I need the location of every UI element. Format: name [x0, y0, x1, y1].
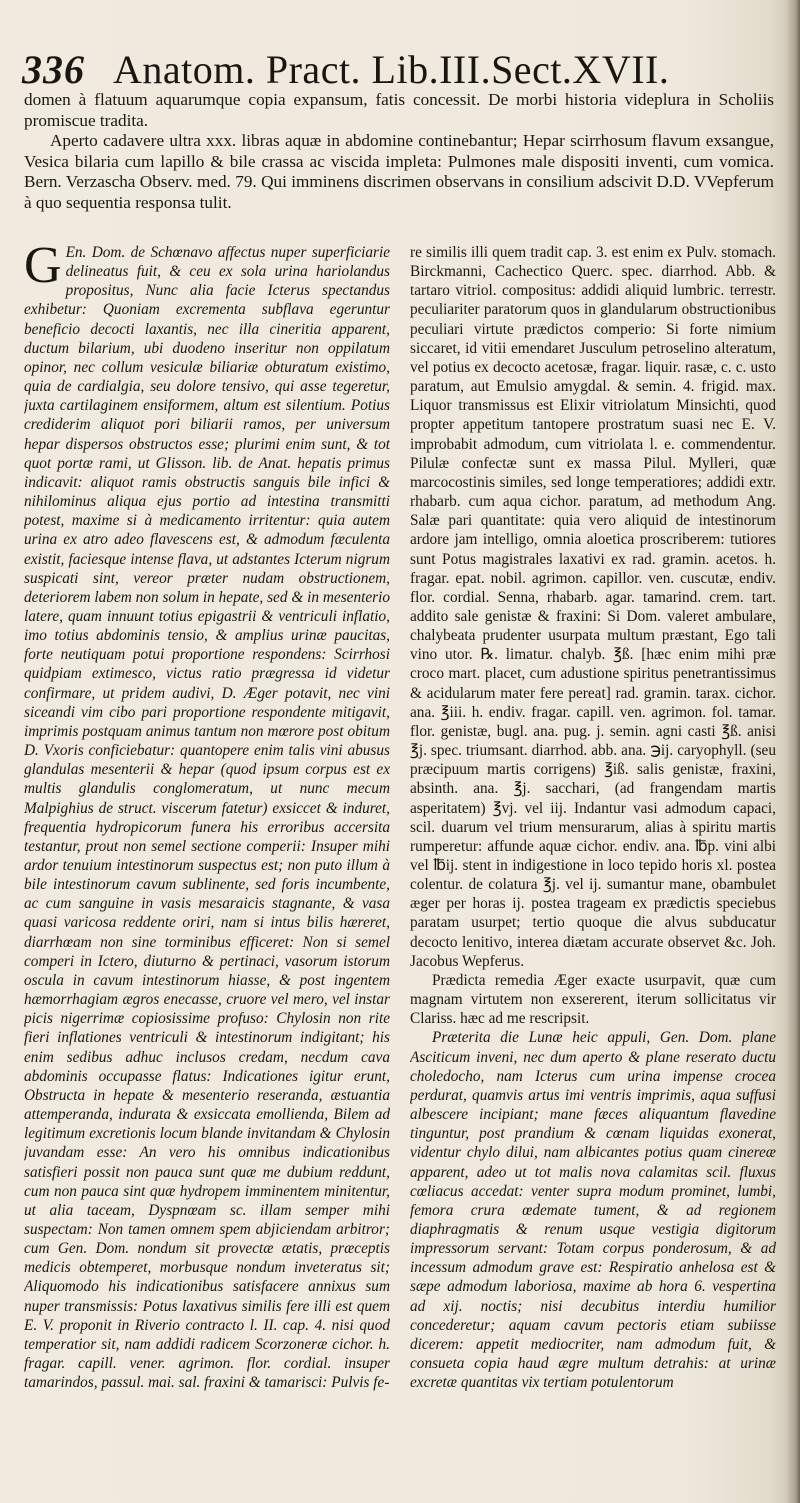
- page-number: 336: [22, 47, 85, 92]
- intro-text: [24, 90, 774, 214]
- right-paragraph-3: Præterita die Lunæ heic appuli, Gen. Dom. plane Asciticum inveni, nec dum aperto & plane reserato ductu choledocho, nam Icterus cum urina impense crocea perdurat, quamvis artus imi ventris imprimis, aqua suffusi albescere incipiant; mane fæces aliquantum flavedine tinguntur, post prandium & cœnam liquidas exonerat, videntur chylo dilui, nam albicantes potius quam cinereæ apparent, adeo ut tot malis nova calamitas scil. fluxus cœliacus accedat: venter supra modum prominet, lumbi, femora crura œdemate tument, & ad regionem diaphragmatis & renum usque vestigia digitorum impressorum servant: Totam corpus ponderosum, & ad incessum admodum grave est: Respiratio anhelosa est & sæpe admodum laboriosa, maxime ab hora 6. vespertina ad xij. noctis; nisi decubitus interdiu humilior concederetur; aquam cavum pectoris etiam subiisse dicerem: appetit mediocriter, nam admodum fuit, & consueta copia haud ægre multum detrahis: at urinæ excretæ quantitas vix tertiam potulentorum: [410, 1029, 776, 1392]
- two-column-body: [24, 243, 776, 1493]
- right-paragraph-2: Prædicta remedia Æger exacte usurpavit, quæ cum magnam virtutem non exsererent, iterum sollicitatus vir Clariss. hæc ad me rescripsit.: [410, 971, 776, 1028]
- page-header: [22, 46, 762, 96]
- running-title: Anatom. Pract. Lib.III.Sect.XVII.: [113, 47, 670, 92]
- left-paragraph-1-text: En. Dom. de Schœnavo affectus nuper superficiarie delineatus fuit, & ceu ex sola urina hariolandus propositus, Nunc alia facie Icterus spectandus exhibetur: Quoniam excrementa subflava egeruntur beneficio decocti laxantis, nec illa cineritia apparent, ductum bilarium, ubi duodeno inseritur non oppilatum opinor, nec collum vesiculæ biliariæ obturatum existimo, quia de cardialgia, seu dolore tensivo, qui asse tegeretur, juxta cartilaginem ensiformem, altum est silentium. Potius crediderim aliquot pori biliarii ramos, per universum hepar dispersos obstructos esse; plurimi enim sunt, & tot quot portæ rami, ut Glisson. lib. de Anat. hepatis primus indicavit: aliquot ramis obstructis sanguis bile infici & nihilominus aliqua ejus portio ad intestina transmitti potest, maxime si à medicamento irritentur: quia autem urina ex atro adeo flavescens est, & admodum fæculenta existit, faciesque intense flava, ut adstantes Icterum nigrum suspicati sint, vereor præter nudam obstructionem, deteriorem labem non solum in hepate, sed & in mesenterio latere, quam innuunt totius epigastrii & ventriculi inflatio, imo totius abdominis tensio, & amplius urinæ paucitas, forte neutiquam potui proportione respondens: Scirrhosi quidpiam extimesco, victus ratio prægressa id videtur confirmare, ut pridem audivi, D. Æger potavit, nec vini siceandi vim cibo pari proportione respondente mitigavit, imprimis postquam animus tantum non mœrore post obitum D. Vxoris conficiebatur: quantopere enim talis vini abusus glandulas mesenterii & hepar (quod ipsum corpus est ex multis glandulis conglomeratum, ut nunc mecum Malpighius de struct. viscerum fatetur) exsiccet & induret, frequentia hydropicorum funera his erroribus accersita testantur, prout non semel sectione comperii: Insuper mihi ardor tenuium intestinorum suspectus est; non puto illum à bile intestinorum cavum sublinente, sed foris incumbente, ac cum sanguine in vasis mesaraicis stagnante, & vasa quasi varicosa reddente oriri, nam si intus bilis hæreret, diarrhœam non sine torminibus efficeret: Non si semel comperi in Ictero, diuturno & pertinaci, vasorum istorum oscula in cavum intestinorum hiasse, & post ingentem hæmorrhagiam ægros enecasse, cruore vel mero, vel instar picis nigerrimæ copiosissime profuso: Chylosin non rite fieri inflationes ventriculi & intestinorum indigitant; his enim sedibus adhuc inclusos credam, necdum cava abdominis occupasse flatus: Indicationes igitur erunt, Obstructa in hepate & mesenterio reseranda, æstuantia attemperanda, indurata & exsiccata emollienda, Bilem ad legitimum excretionis locum blande invitandam & Chylosin juvandam esse: An vero his omnibus indicationibus satisfieri possit non pauca sunt quæ me dubium reddunt, cum non pauca sint quæ hydropem imminentem minitentur, ut alia taceam, Dyspnœam sc. illam semper mihi suspectam: Non tamen omnem spem abjiciendam arbitror; cum Gen. Dom. nondum sit provectæ ætatis, præceptis medicis obtemperet, morbusque nondum inveteratus sit; Aliquomodo his indicationibus satisfacere annixus sum nuper transmissis: Potus laxativus similis fere illi est quem E. V. proponit in Riverio contracto l. II. cap. 4. nisi quod temperatior sit, nam addidi radicem Scorzoneræ cichor. h. fragar. capill. vener. agrimon. flor. cordial. insuper tamarindos, passul. mai. sal. fraxini & tamarisci: Pulvis fe-: [24, 244, 390, 1392]
- left-column: [24, 243, 390, 1493]
- intro-paragraph-1: domen à flatuum aquarumque copia expansum, fatis concessit. De morbi historia videplura in Scholiis promiscue tradita.: [24, 90, 774, 130]
- right-paragraph-1: re similis illi quem tradit cap. 3. est enim ex Pulv. stomach. Birckmanni, Cachectico Querc. spec. diarrhod. Abb. & tartaro vitriol. compositus: addidi aliquid lumbric. terrestr. peculiariter paratorum quos in glandularum obstructionibus peculiari virtute prædictos comperio: Si forte nimium siccaret, id vitii emendaret Jusculum petroselino alteratum, vel potius ex decocto acetosæ, fragar. liquir. rasæ, c. c. usto paratum, aut Emulsio amygdal. & semin. 4. frigid. max. Liquor transmissus est Elixir vitriolatum Minsichti, quod propter appetitum tantopere prostratum suasi nec E. V. improbabit admodum, cum vitriolata l. e. commendentur. Pilulæ confectæ sunt ex massa Pilul. Mylleri, quæ marcocostinis similes, sed longe temperatiores; addidi extr. rhabarb. cum aqua cichor. paratum, ad methodum Ang. Salæ pari quantitate: quia vero aliquid de intestinorum ardore jam intelligo, omnia aloetica proscriberem: tutiores sunt Potus magistrales laxativi ex rad. gramin. acetos. h. fragar. epat. nobil. agrimon. capillor. ven. cuscutæ, endiv. flor. cordial. Senna, rhabarb. agar. tamarind. crem. tart. addito sale genistæ & fraxini: Si Dom. valeret ambulare, chalybeata prudenter usurpata multum præstant, Ego tali vino utor. ℞. limatur. chalyb. ℥ß. [hæc enim mihi præ croco mart. placet, cum adustione spiritus penetrantissimus & acidularum mater fere pereat] rad. gramin. tarax. cichor. ana. ℥iii. h. endiv. fragar. capill. ven. agrimon. fol. tamar. flor. genistæ, bugl. ana. pug. j. semin. agni casti ℥ß. anisi ℥j. spec. triumsant. diarrhod. abb. ana. ℈ij. caryophyll. (seu præcipuum martis corrigens) ℥iß. salis genistæ, fraxini, absinth. ana. ℥j. sacchari, (ad frangendam martis asperitatem) ℥vj. vel iij. Indantur vasi admodum capaci, scil. duarum vel trium mensurarum, alias à spiritu martis rumperetur: affunde aquæ cichor. endiv. ana. ℔p. vini albi vel ℔ij. stent in indigestione in loco tepido horis xl. postea colentur. de colatura ℥j. vel ij. sumantur mane, obambulet æger per horas ij. postea trageam ex prædictis speciebus paratam usurpet; tertio quoque die alvus subducatur decocto lenitivo, interea diætam accurate observet &c. Joh. Jacobus Wepferus.: [410, 244, 776, 970]
- left-paragraph-1: [24, 243, 390, 1392]
- drop-cap: G: [24, 243, 62, 294]
- intro-paragraph-2: Aperto cadavere ultra xxx. libras aquæ in abdomine continebantur; Hepar scirrhosum flavum exsangue, Vesica bilaria cum lapillo & bile crassa ac viscida impleta: Pulmones male dispositi inventi, cum vomica. Bern. Verzascha Observ. med. 79. Qui imminens discrimen observans in consilium adscivit D.D. VVepferum à quo sequentia responsa tulit.: [24, 131, 774, 212]
- page-gutter-shadow: [786, 0, 800, 1503]
- right-column: [410, 243, 776, 1493]
